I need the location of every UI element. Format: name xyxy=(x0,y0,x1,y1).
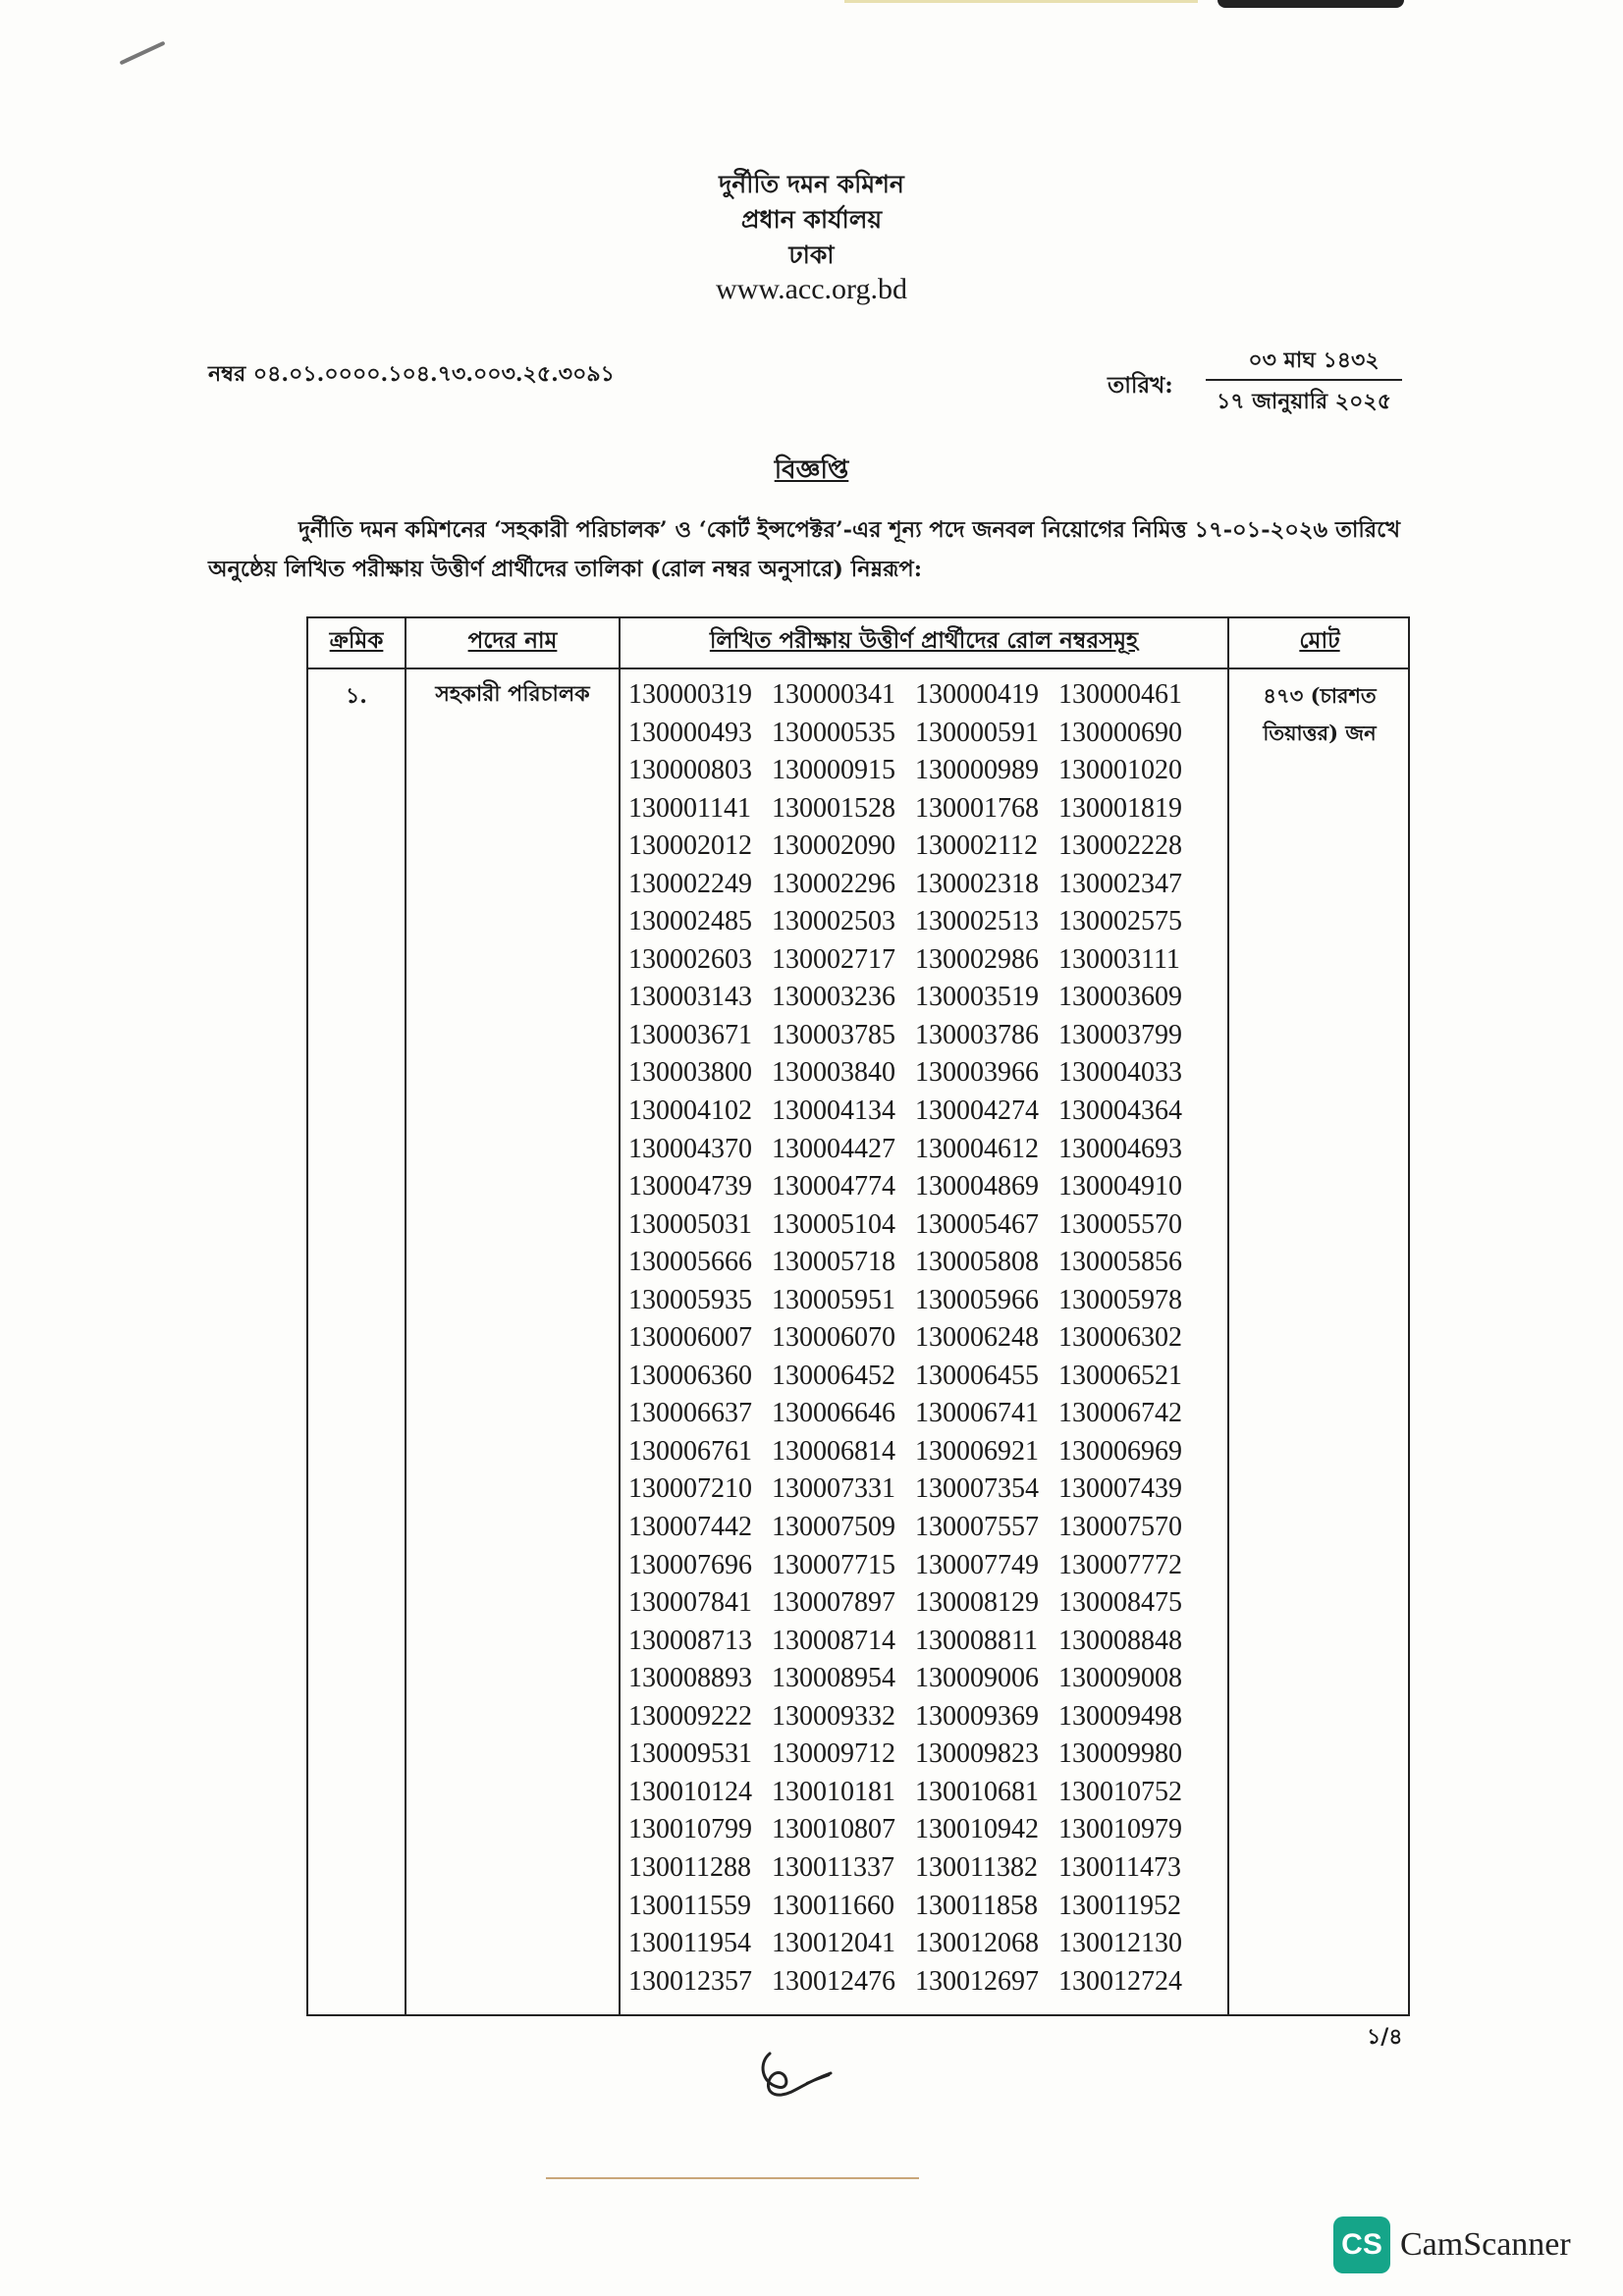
roll-number: 130011858 xyxy=(915,1890,1038,1921)
roll-number: 130005966 xyxy=(915,1284,1039,1315)
signature xyxy=(748,2044,846,2103)
roll-number: 130006360 xyxy=(628,1360,752,1391)
roll-number-list xyxy=(628,679,1217,2003)
roll-row xyxy=(628,1701,1217,1739)
row-total-line1: ৪৭৩ (চারশত xyxy=(1263,683,1377,708)
roll-number: 130010124 xyxy=(628,1776,752,1807)
roll-number: 130005951 xyxy=(772,1284,895,1315)
roll-number: 130012041 xyxy=(772,1928,895,1959)
roll-number: 130006070 xyxy=(772,1322,895,1354)
roll-number: 130006248 xyxy=(915,1322,1039,1354)
notice-title: বিজ্ঞপ্তি xyxy=(774,455,849,485)
roll-number: 130003143 xyxy=(628,982,752,1013)
row-total-line2: তিয়াত্তর) জন xyxy=(1263,721,1377,745)
roll-number: 130008714 xyxy=(772,1625,895,1656)
roll-number: 130002012 xyxy=(628,830,752,862)
roll-number: 130008475 xyxy=(1058,1587,1182,1619)
roll-number: 130006521 xyxy=(1058,1360,1182,1391)
roll-number: 130006761 xyxy=(628,1435,752,1467)
roll-number: 130005467 xyxy=(915,1208,1039,1240)
roll-number: 130001819 xyxy=(1058,792,1182,824)
date-english: ১৭ জানুয়ারি ২০২৫ xyxy=(1216,389,1391,414)
header-total: মোট xyxy=(1299,627,1340,654)
roll-number: 130005718 xyxy=(772,1247,895,1278)
roll-number: 130001141 xyxy=(628,792,751,824)
city-name: ঢাকা xyxy=(788,240,835,269)
roll-number: 130002347 xyxy=(1058,868,1182,899)
roll-number: 130004693 xyxy=(1058,1133,1182,1164)
roll-row xyxy=(628,1285,1217,1323)
roll-number: 130002296 xyxy=(772,868,895,899)
roll-number: 130001020 xyxy=(1058,755,1182,786)
column-divider xyxy=(405,618,406,2014)
roll-number: 130010181 xyxy=(772,1776,895,1807)
roll-row xyxy=(628,1247,1217,1285)
roll-number: 130008713 xyxy=(628,1625,752,1656)
roll-number: 130010681 xyxy=(915,1776,1039,1807)
roll-number: 130012697 xyxy=(915,1965,1039,1997)
roll-row xyxy=(628,755,1217,793)
roll-number: 130006452 xyxy=(772,1360,895,1391)
roll-row xyxy=(628,1095,1217,1134)
roll-number: 130007557 xyxy=(915,1512,1039,1543)
roll-number: 130004612 xyxy=(915,1133,1039,1164)
roll-number: 130011382 xyxy=(915,1851,1038,1883)
roll-number: 130000915 xyxy=(772,755,895,786)
header-rolls: লিখিত পরীক্ষায় উত্তীর্ণ প্রার্থীদের রোল নম্বরসমূহ xyxy=(709,627,1139,654)
roll-row xyxy=(628,1134,1217,1172)
roll-number: 130007841 xyxy=(628,1587,752,1619)
roll-number: 130007696 xyxy=(628,1549,752,1580)
roll-number: 130002318 xyxy=(915,868,1039,899)
roll-number: 130002249 xyxy=(628,868,752,899)
roll-number: 130006814 xyxy=(772,1435,895,1467)
roll-number: 130007772 xyxy=(1058,1549,1182,1580)
roll-number: 130004134 xyxy=(772,1095,895,1127)
row-total xyxy=(1231,677,1408,752)
roll-row xyxy=(628,1928,1217,1966)
roll-row xyxy=(628,1171,1217,1209)
roll-number: 130012476 xyxy=(772,1965,895,1997)
roll-number: 130011954 xyxy=(628,1928,751,1959)
roll-number: 130011288 xyxy=(628,1851,751,1883)
roll-number: 130000535 xyxy=(772,717,895,748)
roll-number: 130003785 xyxy=(772,1019,895,1050)
roll-number: 130000690 xyxy=(1058,717,1182,748)
roll-row xyxy=(628,1550,1217,1588)
roll-number: 130002228 xyxy=(1058,830,1182,862)
roll-row xyxy=(628,1209,1217,1248)
roll-number: 130002513 xyxy=(915,906,1039,937)
roll-row xyxy=(628,679,1217,718)
roll-number: 130000989 xyxy=(915,755,1039,786)
roll-number: 130004739 xyxy=(628,1171,752,1202)
roll-number: 130002090 xyxy=(772,830,895,862)
date-block xyxy=(1108,344,1402,422)
roll-number: 130009498 xyxy=(1058,1700,1182,1732)
roll-number: 130009222 xyxy=(628,1700,752,1732)
roll-number: 130009006 xyxy=(915,1663,1039,1694)
roll-number: 130006646 xyxy=(772,1398,895,1429)
roll-row xyxy=(628,1057,1217,1095)
page-number: ১/৪ xyxy=(1367,2024,1403,2050)
header-divider xyxy=(308,667,1408,669)
roll-number: 130005570 xyxy=(1058,1208,1182,1240)
roll-row xyxy=(628,1512,1217,1550)
roll-number: 130004427 xyxy=(772,1133,895,1164)
roll-number: 130011559 xyxy=(628,1890,751,1921)
roll-number: 130003966 xyxy=(915,1057,1039,1089)
roll-number: 130002112 xyxy=(915,830,1038,862)
camscanner-logo-icon: CS xyxy=(1333,2216,1390,2273)
roll-row xyxy=(628,1663,1217,1701)
roll-number: 130004370 xyxy=(628,1133,752,1164)
roll-number: 130000341 xyxy=(772,679,895,710)
notice-body: দুর্নীতি দমন কমিশনের ‘সহকারী পরিচালক’ ও ‘কোর্ট ইন্সপেক্টর’-এর শূন্য পদে জনবল নিয়োগের নিমিত্ত ১৭-০১-২০২৬ তারিখে অনুষ্ঠেয় লিখিত পরীক্ষায় উত্তীর্ণ প্রার্থীদের তালিকা (রোল নম্বর অনুসারে) নিম্নরূপ: xyxy=(208,517,1400,582)
roll-number: 130007442 xyxy=(628,1512,752,1543)
roll-row xyxy=(628,1966,1217,2004)
roll-number: 130003840 xyxy=(772,1057,895,1089)
roll-number: 130011473 xyxy=(1058,1851,1181,1883)
roll-row xyxy=(628,1738,1217,1777)
roll-number: 130009980 xyxy=(1058,1738,1182,1770)
roll-number: 130008811 xyxy=(915,1625,1038,1656)
roll-number: 130003519 xyxy=(915,982,1039,1013)
roll-number: 130000803 xyxy=(628,755,752,786)
date-bengali: ০৩ মাঘ ১৪৩২ xyxy=(1248,347,1380,373)
office-name: প্রধান কার্যালয় xyxy=(740,205,883,234)
roll-number: 130011660 xyxy=(772,1890,894,1921)
roll-number: 130003609 xyxy=(1058,982,1182,1013)
roll-number: 130012357 xyxy=(628,1965,752,1997)
roll-number: 130006921 xyxy=(915,1435,1039,1467)
roll-number: 130003800 xyxy=(628,1057,752,1089)
roll-number: 130006969 xyxy=(1058,1435,1182,1467)
roll-number: 130002603 xyxy=(628,943,752,975)
roll-number: 130004774 xyxy=(772,1171,895,1202)
roll-number: 130004102 xyxy=(628,1095,752,1127)
roll-row xyxy=(628,1626,1217,1664)
roll-number: 130005808 xyxy=(915,1247,1039,1278)
roll-number: 130007749 xyxy=(915,1549,1039,1580)
roll-row xyxy=(628,1020,1217,1058)
roll-number: 130011952 xyxy=(1058,1890,1181,1921)
roll-number: 130000591 xyxy=(915,717,1039,748)
camscanner-watermark xyxy=(1333,2216,1571,2273)
scan-edge-bottom xyxy=(546,2177,919,2179)
roll-number: 130012130 xyxy=(1058,1928,1182,1959)
roll-number: 130008954 xyxy=(772,1663,895,1694)
organization-name: দুর্নীতি দমন কমিশন xyxy=(719,170,904,198)
date-label: তারিখ: xyxy=(1108,372,1173,399)
roll-number: 130003799 xyxy=(1058,1019,1182,1050)
column-divider xyxy=(1227,618,1229,2014)
roll-row xyxy=(628,1852,1217,1891)
roll-number: 130005031 xyxy=(628,1208,752,1240)
roll-number: 130002575 xyxy=(1058,906,1182,937)
roll-number: 130001528 xyxy=(772,792,895,824)
roll-row xyxy=(628,869,1217,907)
pen-mark xyxy=(119,41,165,66)
roll-number: 130012724 xyxy=(1058,1965,1182,1997)
roll-row xyxy=(628,1777,1217,1815)
roll-number: 130010799 xyxy=(628,1814,752,1845)
roll-number: 130006455 xyxy=(915,1360,1039,1391)
roll-number: 130003236 xyxy=(772,982,895,1013)
roll-number: 130001768 xyxy=(915,792,1039,824)
row-serial: ১. xyxy=(346,683,367,709)
roll-number: 130000319 xyxy=(628,679,752,710)
roll-number: 130006741 xyxy=(915,1398,1039,1429)
roll-number: 130007331 xyxy=(772,1473,895,1505)
roll-number: 130002986 xyxy=(915,943,1039,975)
roll-number: 130006007 xyxy=(628,1322,752,1354)
roll-number: 130000493 xyxy=(628,717,752,748)
roll-number: 130008129 xyxy=(915,1587,1039,1619)
roll-number: 130002717 xyxy=(772,943,895,975)
roll-number: 130005666 xyxy=(628,1247,752,1278)
roll-row xyxy=(628,944,1217,983)
roll-number: 130002503 xyxy=(772,906,895,937)
roll-number: 130004869 xyxy=(915,1171,1039,1202)
roll-number: 130010979 xyxy=(1058,1814,1182,1845)
camscanner-text: CamScanner xyxy=(1400,2226,1571,2263)
roll-number: 130006742 xyxy=(1058,1398,1182,1429)
roll-number: 130005978 xyxy=(1058,1284,1182,1315)
roll-number: 130012068 xyxy=(915,1928,1039,1959)
website: www.acc.org.bd xyxy=(716,273,907,305)
roll-row xyxy=(628,1814,1217,1852)
roll-number: 130007509 xyxy=(772,1512,895,1543)
header-post: পদের নাম xyxy=(467,627,558,654)
scan-shadow-top xyxy=(1217,0,1404,8)
roll-number: 130009531 xyxy=(628,1738,752,1770)
roll-number: 130007715 xyxy=(772,1549,895,1580)
row-post-name: সহকারী পরিচালক xyxy=(435,681,590,707)
roll-number: 130010807 xyxy=(772,1814,895,1845)
roll-number: 130006302 xyxy=(1058,1322,1182,1354)
roll-number: 130007570 xyxy=(1058,1512,1182,1543)
roll-number: 130009332 xyxy=(772,1700,895,1732)
roll-number: 130008893 xyxy=(628,1663,752,1694)
result-table xyxy=(306,616,1410,2016)
roll-number: 130007354 xyxy=(915,1473,1039,1505)
roll-number: 130004033 xyxy=(1058,1057,1182,1089)
roll-number: 130005935 xyxy=(628,1284,752,1315)
roll-row xyxy=(628,830,1217,869)
header-serial: ক্রমিক xyxy=(329,627,384,654)
date-divider xyxy=(1206,379,1402,381)
roll-number: 130007210 xyxy=(628,1473,752,1505)
roll-number: 130009369 xyxy=(915,1700,1039,1732)
roll-number: 130011337 xyxy=(772,1851,894,1883)
memo-number: নম্বর ০৪.০১.০০০০.১০৪.৭৩.০০৩.২৫.৩০৯১ xyxy=(208,361,615,387)
roll-number: 130000419 xyxy=(915,679,1039,710)
roll-number: 130002485 xyxy=(628,906,752,937)
roll-number: 130009823 xyxy=(915,1738,1039,1770)
roll-row xyxy=(628,718,1217,756)
roll-number: 130005856 xyxy=(1058,1247,1182,1278)
roll-row xyxy=(628,1436,1217,1474)
roll-number: 130000461 xyxy=(1058,679,1182,710)
roll-number: 130010942 xyxy=(915,1814,1039,1845)
roll-number: 130007439 xyxy=(1058,1473,1182,1505)
roll-number: 130009712 xyxy=(772,1738,895,1770)
roll-number: 130007897 xyxy=(772,1587,895,1619)
roll-row xyxy=(628,982,1217,1020)
roll-number: 130008848 xyxy=(1058,1625,1182,1656)
roll-number: 130005104 xyxy=(772,1208,895,1240)
roll-number: 130003111 xyxy=(1058,943,1180,975)
roll-number: 130004274 xyxy=(915,1095,1039,1127)
roll-number: 130004910 xyxy=(1058,1171,1182,1202)
roll-number: 130006637 xyxy=(628,1398,752,1429)
roll-row xyxy=(628,906,1217,944)
roll-row xyxy=(628,1361,1217,1399)
scan-edge-top xyxy=(844,0,1198,3)
roll-number: 130009008 xyxy=(1058,1663,1182,1694)
roll-row xyxy=(628,1587,1217,1626)
roll-row xyxy=(628,1891,1217,1929)
roll-row xyxy=(628,1322,1217,1361)
roll-number: 130010752 xyxy=(1058,1776,1182,1807)
roll-row xyxy=(628,1398,1217,1436)
roll-row xyxy=(628,1473,1217,1512)
roll-number: 130004364 xyxy=(1058,1095,1182,1127)
column-divider xyxy=(619,618,621,2014)
roll-number: 130003786 xyxy=(915,1019,1039,1050)
roll-number: 130003671 xyxy=(628,1019,752,1050)
roll-row xyxy=(628,793,1217,831)
